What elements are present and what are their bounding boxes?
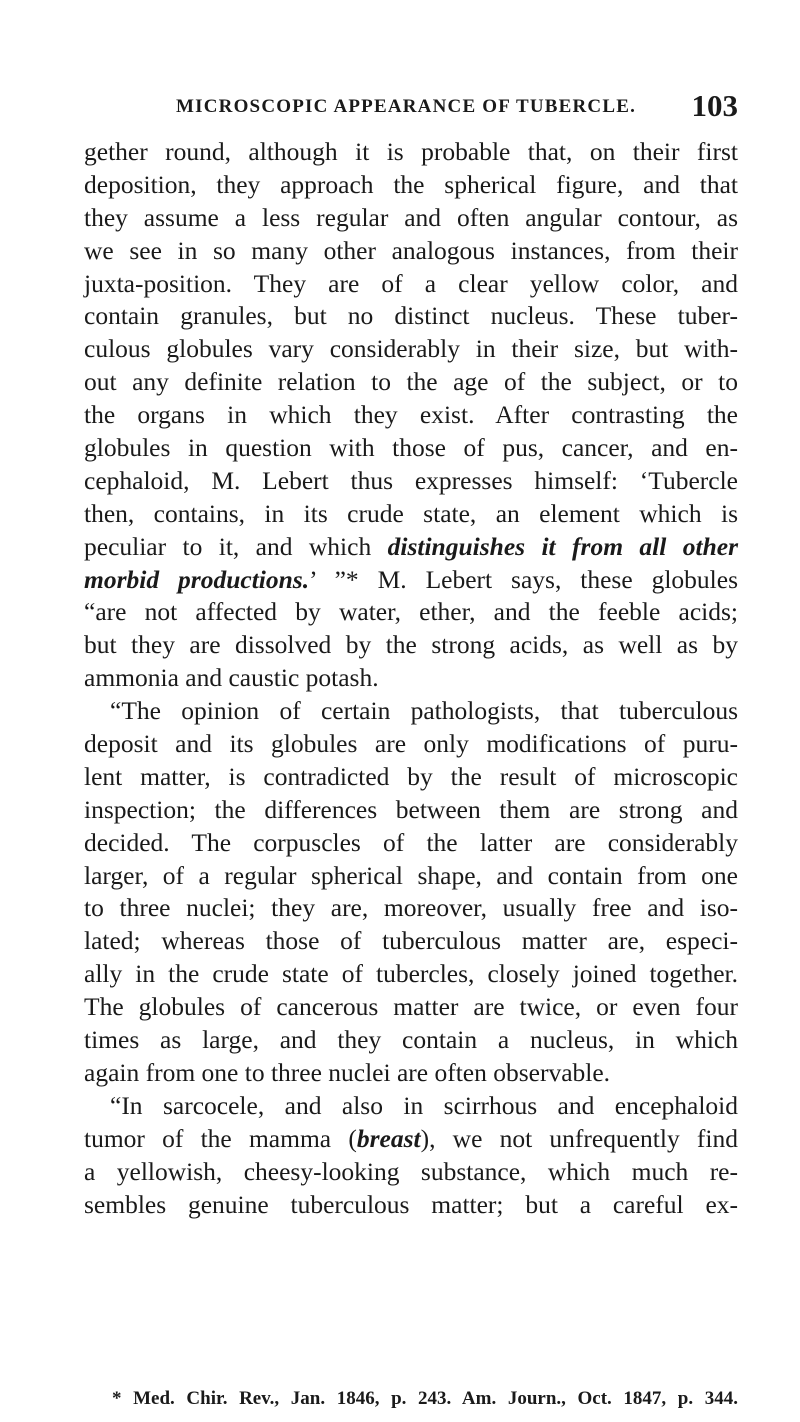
text-line: times as large, and they contain a nucleus, in which bbox=[84, 1025, 738, 1055]
text-line: inspection; the differences between them are strong and bbox=[84, 794, 738, 824]
text-line: “In sarcocele, and also in scirrhous and encephaloid bbox=[110, 1090, 738, 1120]
text-line: they assume a less regular and often angular contour, as bbox=[84, 202, 738, 232]
text-line: cephaloid, M. Lebert thus expresses himself: ‘Tubercle bbox=[84, 465, 738, 495]
text-line: we see in so many other analogous instances, from their bbox=[84, 235, 738, 265]
text-line: deposit and its globules are only modifications of puru- bbox=[84, 729, 738, 759]
text-line: lated; whereas those of tuberculous matter are, especi- bbox=[84, 926, 738, 956]
text-line: ally in the crude state of tubercles, closely joined together. bbox=[84, 959, 738, 989]
text-line: larger, of a regular spherical shape, and contain from one bbox=[84, 860, 738, 890]
italic-word: breast bbox=[356, 1123, 421, 1153]
text-line: “are not affected by water, ether, and the feeble acids; bbox=[84, 597, 738, 627]
text-line: The globules of cancerous matter are twice, or even four bbox=[84, 992, 738, 1022]
text-line: culous globules vary considerably in their size, but with- bbox=[84, 334, 738, 364]
text-line bbox=[84, 531, 738, 564]
text-line: juxta-position. They are of a clear yellow color, and bbox=[84, 268, 738, 298]
running-title: MICROSCOPIC APPEARANCE OF TUBERCLE. bbox=[176, 96, 637, 117]
text-line bbox=[84, 564, 738, 597]
text-line: the organs in which they exist. After contrasting the bbox=[84, 400, 738, 430]
page-number: 103 bbox=[691, 88, 738, 123]
text-line: then, contains, in its crude state, an element which is bbox=[84, 498, 738, 528]
text-segment: tumor of the mamma bbox=[84, 1123, 332, 1153]
text-segment: peculiar to it, and which bbox=[84, 531, 372, 561]
text-line: deposition, they approach the spherical figure, and that bbox=[84, 169, 738, 199]
text-line bbox=[84, 1123, 738, 1156]
text-segment: ’ ”* M. Lebert says, these globules bbox=[309, 564, 738, 594]
text-line: ammonia and caustic potash. bbox=[84, 663, 379, 693]
italic-phrase: morbid productions. bbox=[84, 564, 310, 594]
body-text bbox=[84, 136, 738, 1221]
running-head bbox=[84, 88, 738, 124]
text-line: decided. The corpuscles of the latter are considerably bbox=[84, 827, 738, 857]
text-line: a yellowish, cheesy-looking substance, which much re- bbox=[84, 1156, 738, 1186]
text-line: to three nuclei; they are, moreover, usually free and iso- bbox=[84, 893, 738, 923]
text-line: out any definite relation to the age of the subject, or to bbox=[84, 367, 738, 397]
text-line: sembles genuine tuberculous matter; but a careful ex- bbox=[84, 1189, 738, 1219]
footnote: * Med. Chir. Rev., Jan. 1846, p. 243. Am. Journ., Oct. 1847, p. 344. bbox=[112, 1388, 738, 1409]
text-line: globules in question with those of pus, cancer, and en- bbox=[84, 433, 738, 463]
text-segment: ), we not unfrequently find bbox=[420, 1123, 738, 1153]
text-line: but they are dissolved by the strong acids, as well as by bbox=[84, 630, 738, 660]
text-line: lent matter, is contradicted by the result of microscopic bbox=[84, 761, 738, 791]
text-line: “The opinion of certain pathologists, that tuberculous bbox=[110, 696, 738, 726]
text-line: again from one to three nuclei are often observable. bbox=[84, 1057, 611, 1087]
text-line: contain granules, but no distinct nucleus. These tuber- bbox=[84, 301, 738, 331]
text-segment: ( bbox=[331, 1123, 357, 1153]
italic-phrase: distinguishes it from all other bbox=[387, 531, 738, 561]
text-line: gether round, although it is probable that, on their first bbox=[84, 137, 738, 166]
